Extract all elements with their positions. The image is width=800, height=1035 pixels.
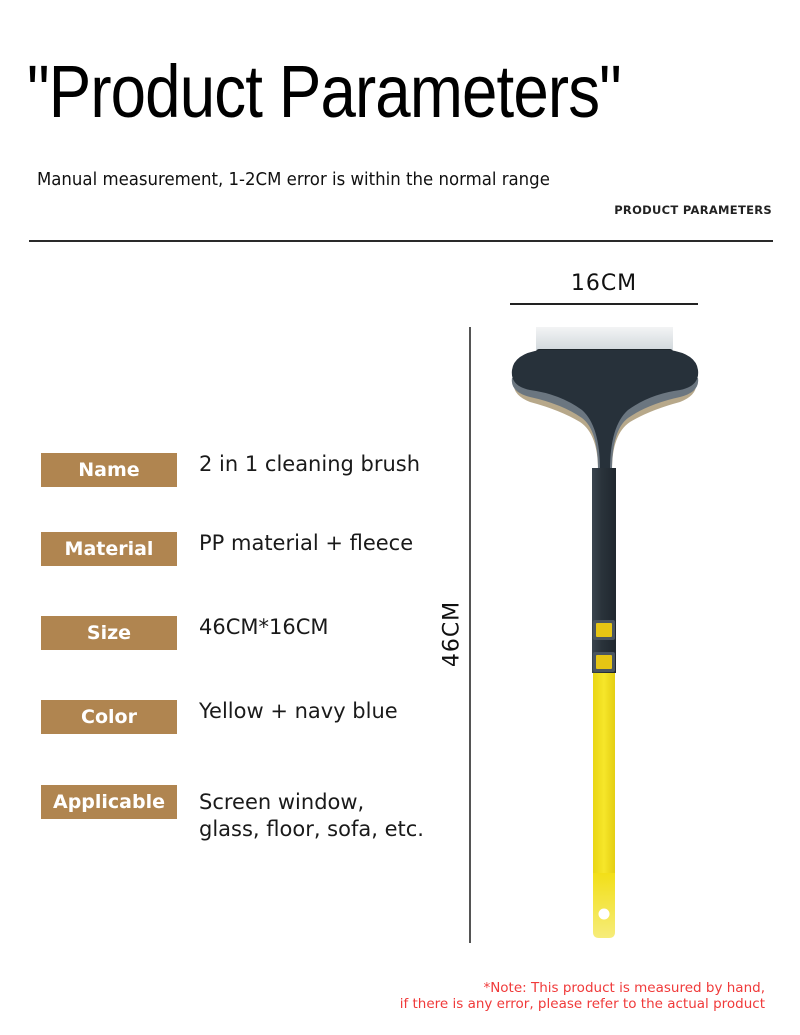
width-dimension-line	[510, 303, 698, 305]
param-value: Yellow + navy blue	[199, 699, 398, 723]
lock-button-1	[596, 623, 612, 637]
param-label: Material	[41, 532, 177, 566]
handle-upper	[592, 468, 616, 673]
param-value-line: Screen window,	[199, 790, 365, 814]
note-line: *Note: This product is measured by hand,	[483, 980, 765, 996]
height-dimension-line	[469, 327, 471, 943]
param-value	[199, 789, 424, 843]
lock-button-2	[596, 655, 612, 669]
param-value: 2 in 1 cleaning brush	[199, 452, 421, 476]
brush-head	[512, 350, 698, 470]
squeegee-blade	[536, 327, 673, 352]
param-label: Color	[41, 700, 177, 734]
note-line: if there is any error, please refer to the actual product	[399, 996, 765, 1012]
param-label: Name	[41, 453, 177, 487]
section-kicker: PRODUCT PARAMETERS	[614, 203, 772, 217]
height-dimension-label: 46CM	[439, 600, 465, 668]
param-value-line: glass, floor, sofa, etc.	[199, 817, 424, 841]
measurement-note	[400, 980, 765, 1012]
param-value: PP material + fleece	[199, 531, 414, 555]
width-dimension-label: 16CM	[570, 271, 638, 296]
page-title: "Product Parameters"	[27, 50, 621, 133]
header-divider	[29, 240, 773, 242]
brush-illustration	[500, 320, 720, 945]
param-label: Applicable	[41, 785, 177, 819]
measurement-disclaimer: Manual measurement, 1-2CM error is within the normal range	[37, 169, 550, 190]
param-label: Size	[41, 616, 177, 650]
handle-lower	[593, 673, 615, 873]
param-value: 46CM*16CM	[199, 615, 329, 639]
product-image-cleaning-brush	[500, 320, 720, 945]
hang-hole	[599, 909, 610, 920]
